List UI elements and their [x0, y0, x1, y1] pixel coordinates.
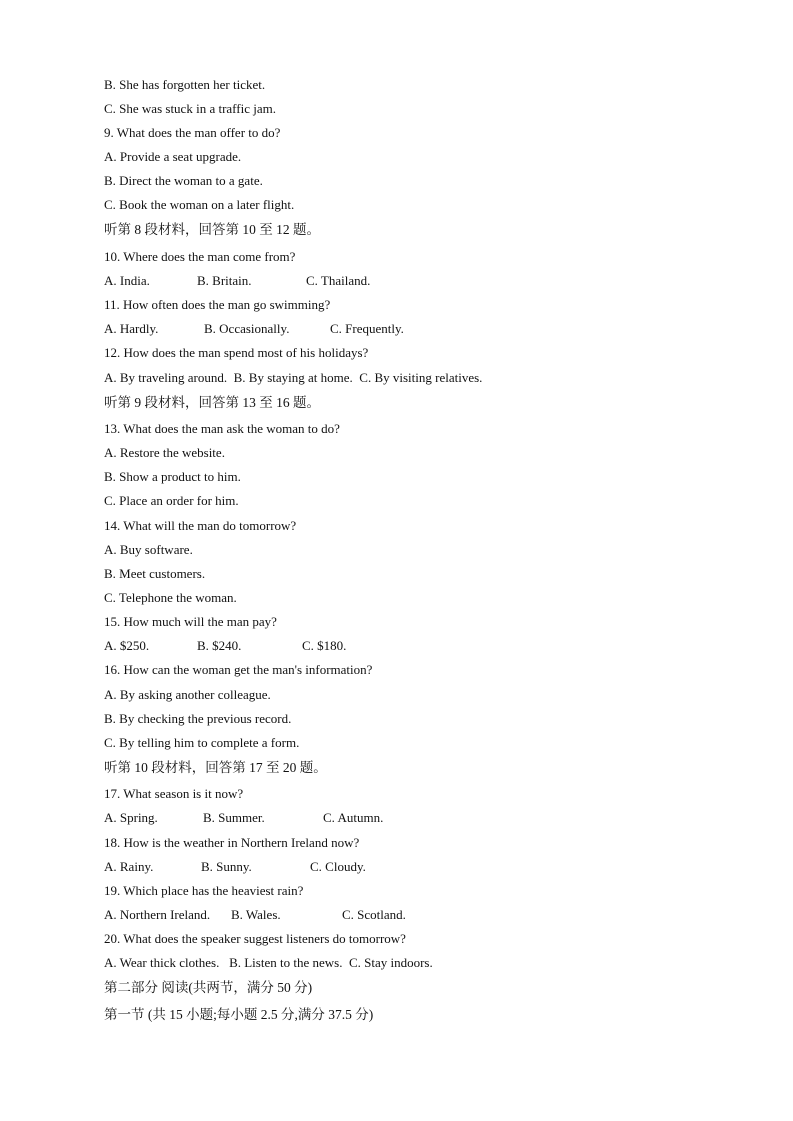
- q10-option-a: A. India.: [104, 273, 150, 288]
- q8-option-b: B. She has forgotten her ticket.: [104, 77, 266, 92]
- q13-option-b: B. Show a product to him.: [104, 469, 241, 484]
- question-11: 11. How often does the man go swimming?: [104, 297, 331, 312]
- part-two-heading: 第二部分 阅读(共两节，满分 50 分): [104, 980, 313, 995]
- q9-option-c: C. Book the woman on a later flight.: [104, 197, 295, 212]
- question-10: 10. Where does the man come from?: [104, 249, 296, 264]
- section-heading-8: 听第 8 段材料，回答第 10 至 12 题。: [104, 222, 320, 237]
- question-12: 12. How does the man spend most of his holidays?: [104, 345, 369, 360]
- q16-option-a: A. By asking another colleague.: [104, 687, 271, 702]
- q14-option-c: C. Telephone the woman.: [104, 590, 237, 605]
- q13-option-a: A. Restore the website.: [104, 445, 225, 460]
- q12-options: A. By traveling around. B. By staying at home. C. By visiting relatives.: [104, 370, 483, 385]
- q15-option-a: A. $250.: [104, 638, 150, 653]
- q11-option-c: C. Frequently.: [330, 321, 404, 336]
- question-16: 16. How can the woman get the man's information?: [104, 662, 373, 677]
- section-heading-9: 听第 9 段材料，回答第 13 至 16 题。: [104, 395, 320, 410]
- q11-option-a: A. Hardly.: [104, 321, 159, 336]
- q17-option-a: A. Spring.: [104, 810, 158, 825]
- question-19: 19. Which place has the heaviest rain?: [104, 883, 304, 898]
- q10-option-c: C. Thailand.: [306, 273, 371, 288]
- q18-option-a: A. Rainy.: [104, 859, 154, 874]
- section-heading-10: 听第 10 段材料，回答第 17 至 20 题。: [104, 760, 327, 775]
- q9-option-b: B. Direct the woman to a gate.: [104, 173, 263, 188]
- q18-option-c: C. Cloudy.: [310, 859, 366, 874]
- question-15: 15. How much will the man pay?: [104, 614, 277, 629]
- q19-option-a: A. Northern Ireland.: [104, 907, 211, 922]
- q9-option-a: A. Provide a seat upgrade.: [104, 149, 242, 164]
- q8-option-c: C. She was stuck in a traffic jam.: [104, 101, 276, 116]
- question-14: 14. What will the man do tomorrow?: [104, 518, 297, 533]
- q20-options: A. Wear thick clothes. B. Listen to the news. C. Stay indoors.: [104, 955, 433, 970]
- q15-option-c: C. $180.: [302, 638, 347, 653]
- q16-option-b: B. By checking the previous record.: [104, 711, 292, 726]
- q19-option-c: C. Scotland.: [342, 907, 406, 922]
- q18-option-b: B. Sunny.: [201, 859, 252, 874]
- q11-option-b: B. Occasionally.: [204, 321, 290, 336]
- q17-option-c: C. Autumn.: [323, 810, 384, 825]
- question-17: 17. What season is it now?: [104, 786, 244, 801]
- section-one-heading: 第一节 (共 15 小题;每小题 2.5 分,满分 37.5 分): [104, 1007, 374, 1022]
- q17-option-b: B. Summer.: [203, 810, 265, 825]
- question-13: 13. What does the man ask the woman to do?: [104, 421, 340, 436]
- question-18: 18. How is the weather in Northern Ireland now?: [104, 835, 360, 850]
- q19-option-b: B. Wales.: [231, 907, 281, 922]
- question-9: 9. What does the man offer to do?: [104, 125, 281, 140]
- q16-option-c: C. By telling him to complete a form.: [104, 735, 300, 750]
- q10-option-b: B. Britain.: [197, 273, 252, 288]
- q13-option-c: C. Place an order for him.: [104, 493, 239, 508]
- q14-option-b: B. Meet customers.: [104, 566, 206, 581]
- question-20: 20. What does the speaker suggest listeners do tomorrow?: [104, 931, 406, 946]
- q15-option-b: B. $240.: [197, 638, 242, 653]
- q14-option-a: A. Buy software.: [104, 542, 193, 557]
